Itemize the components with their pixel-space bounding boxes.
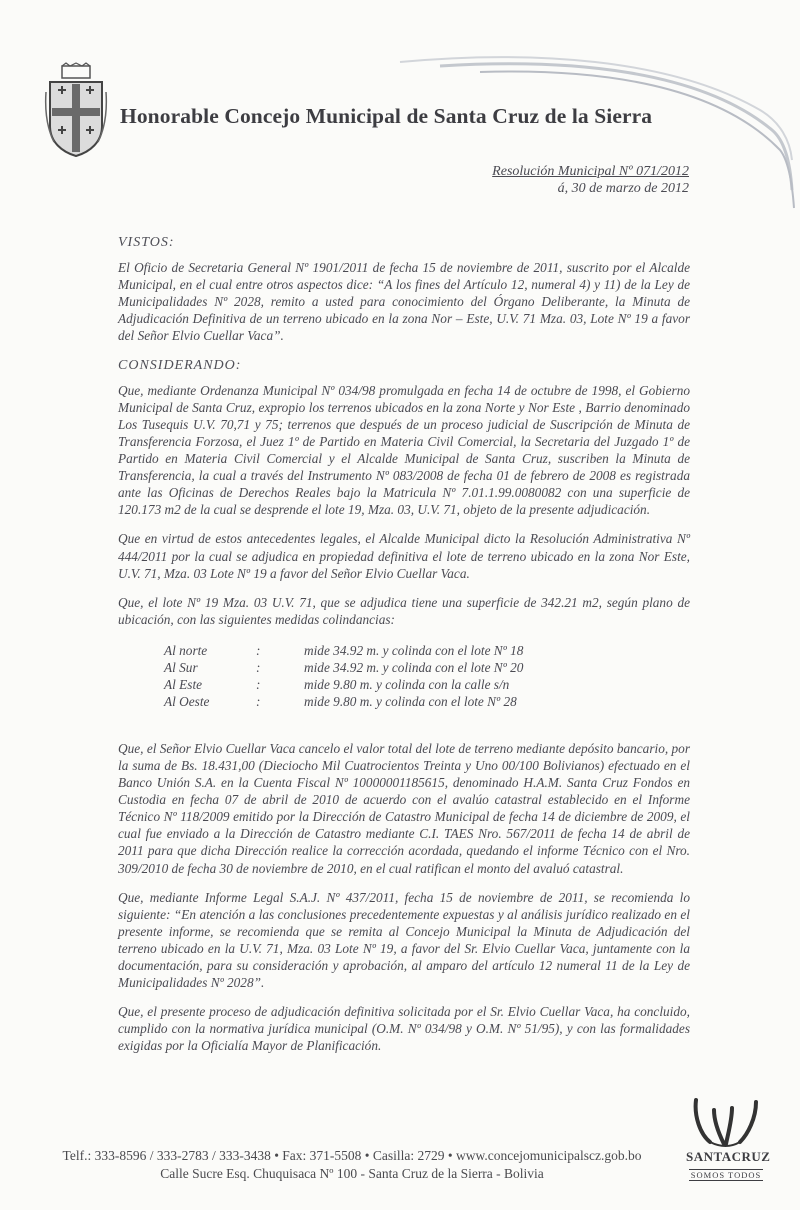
boundary-row-south [164, 659, 690, 676]
vistos-heading: VISTOS: [118, 235, 175, 250]
vistos-paragraph: El Oficio de Secretaria General Nº 1901/2011 de fecha 15 de noviembre de 2011, suscrito por el Alcalde Municipal, en el cual entre otros aspectos dice: “A los fines del Artículo 12, numeral 4) y 11) de la Ley de Municipalidades Nº 2028, remito a usted para conocimiento del Órgano Deliberante, la Minuta de Adjudicación Definitiva de un terreno ubicado en la zona Nor – Este, U.V. 71 Mza. 03, Lote Nº 19 a favor del Señor Elvio Cuellar Vaca”. [118, 260, 690, 344]
considerando-paragraph-2: Que en virtud de estos antecedentes legales, el Alcalde Municipal dicto la Resolución Administrativa Nº 444/2011 por la cual se adjudica en propiedad definitiva el lote de terreno ubicado en la zona Nor Este, U.V. 71, Mza. 03 Lote Nº 19 a favor del Señor Elvio Cuellar Vaca. [118, 531, 690, 581]
boundary-direction: Al Este [164, 676, 203, 692]
considerando-paragraph-5: Que, mediante Informe Legal S.A.J. Nº 437/2011, fecha 15 de noviembre de 2011, se recomienda lo siguiente: “En atención a las conclusiones precedentemente expuestas y al análisis jurídico realizado en el presente informe, se recomienda que se remita al Concejo Municipal la Minuta de Adjudicación del terreno ubicado en la U.V. 71, Mza. 03 Lote Nº 19, a favor del Sr. Elvio Cuellar Vaca, juntamente con la documentación, para su consideración y aprobación, al amparo del artículo 12 numeral 11 de la Ley de Municipalidades Nº 2028”. [118, 889, 690, 991]
document-body [118, 234, 690, 1066]
boundaries-list [164, 642, 690, 710]
boundary-row-east [164, 676, 690, 693]
logo-text [686, 1149, 771, 1183]
considerando-paragraph-4: Que, el Señor Elvio Cuellar Vaca cancelo el valor total del lote de terreno mediante depósito bancario, por la suma de Bs. 18.431,00 (Dieciocho Mil Cuatrocientos Treinta y Uno 00/100 Bolivianos) efectuado en el Banco Unión S.A. en la Cuenta Fiscal Nº 10000001185615, denominado H.A.M. Santa Cruz Fondos en Custodia en fecha 07 de abril de 2010 de acuerdo con el avalúo catastral establecido en el Informe Técnico Nº 118/2009 emitido por la Dirección de Catastro Municipal de fecha 14 de diciembre de 2009, el cual fue enviado a la Dirección de Catastro mediante C.I. TAES Nro. 567/2011 de fecha 14 de abril de 2011 para que dicha Dirección realice la corrección acordada, quedando el informe Técnico con el Nro. 309/2010 de fecha 30 de noviembre de 2010, en el cual ratifican el monto del avaluó catastral. [118, 740, 690, 876]
footer-address: Calle Sucre Esq. Chuquisaca Nº 100 - Santa Cruz de la Sierra - Bolivia [160, 1166, 544, 1181]
boundary-row-north [164, 642, 690, 659]
boundary-description: mide 34.92 m. y colinda con el lote Nº 20 [304, 659, 524, 675]
considerando-paragraph-3: Que, el lote Nº 19 Mza. 03 U.V. 71, que se adjudica tiene una superficie de 342.21 m2, según plano de ubicación, con las siguientes medidas colindancias: [118, 594, 690, 627]
footer-contact: Telf.: 333-8596 / 333-2783 / 333-3438 • Fax: 371-5508 • Casilla: 2729 • www.concejomunicipalscz.gob.bo [62, 1148, 642, 1163]
organization-title: Honorable Concejo Municipal de Santa Cruz de la Sierra [120, 104, 653, 128]
boundary-direction: Al norte [164, 642, 208, 658]
boundary-description: mide 9.80 m. y colinda con el lote Nº 28 [304, 693, 517, 709]
resolution-header [492, 163, 689, 197]
resolution-number: Resolución Municipal Nº 071/2012 [492, 164, 689, 179]
considerando-paragraph-1: Que, mediante Ordenanza Municipal Nº 034/98 promulgada en fecha 14 de octubre de 1998, el Gobierno Municipal de Santa Cruz, expropio los terrenos ubicados en la zona Norte y Nor Este , Barrio denominado Los Tusequis U.V. 70,71 y 75; terrenos que después de un proceso judicial de Suscripción de Minuta de Transferencia Forzosa, el Juez 1º de Partido en Materia Civil Comercial, la Secretaria del Juzgado 1º de Partido en Materia Civil Comercial y el Alcalde Municipal de Santa Cruz, suscriben la Minuta de Transferencia, la cual a través del Instrumento Nº 083/2008 de fecha 01 de febrero de 2008 es registrada ante las Oficinas de Derechos Reales bajo la Matricula Nº 7.01.1.99.0080082 con una superficie de 120.173 m2 de la cual se desprende el lote 19, Mza. 03, U.V. 71, objeto de la presente adjudicación. [118, 382, 690, 518]
resolution-date: á, 30 de marzo de 2012 [557, 181, 689, 196]
boundary-description: mide 9.80 m. y colinda con la calle s/n [304, 676, 510, 692]
considerando-paragraph-6: Que, el presente proceso de adjudicación definitiva solicitada por el Sr. Elvio Cuellar Vaca, ha concluido, cumplido con la normativa jurídica municipal (O.M. Nº 034/98 y O.M. Nº 51/95), y con las formalidades exigidas por la Oficialía Mayor de Planificación. [118, 1004, 690, 1054]
logo-main-text: SANTACRUZ [686, 1149, 771, 1164]
boundary-direction: Al Oeste [164, 693, 210, 709]
footer [52, 1147, 652, 1183]
boundary-colon: : [256, 642, 261, 658]
considerando-heading: CONSIDERANDO: [118, 357, 242, 373]
boundary-colon: : [256, 659, 261, 675]
boundary-colon: : [256, 693, 261, 709]
boundary-direction: Al Sur [164, 659, 198, 675]
boundary-description: mide 34.92 m. y colinda con el lote Nº 18 [304, 642, 524, 658]
logo-sub-text: SOMOS TODOS [690, 1170, 762, 1180]
coat-of-arms-icon [44, 62, 108, 158]
boundary-colon: : [256, 676, 261, 692]
boundary-row-west [164, 693, 690, 710]
